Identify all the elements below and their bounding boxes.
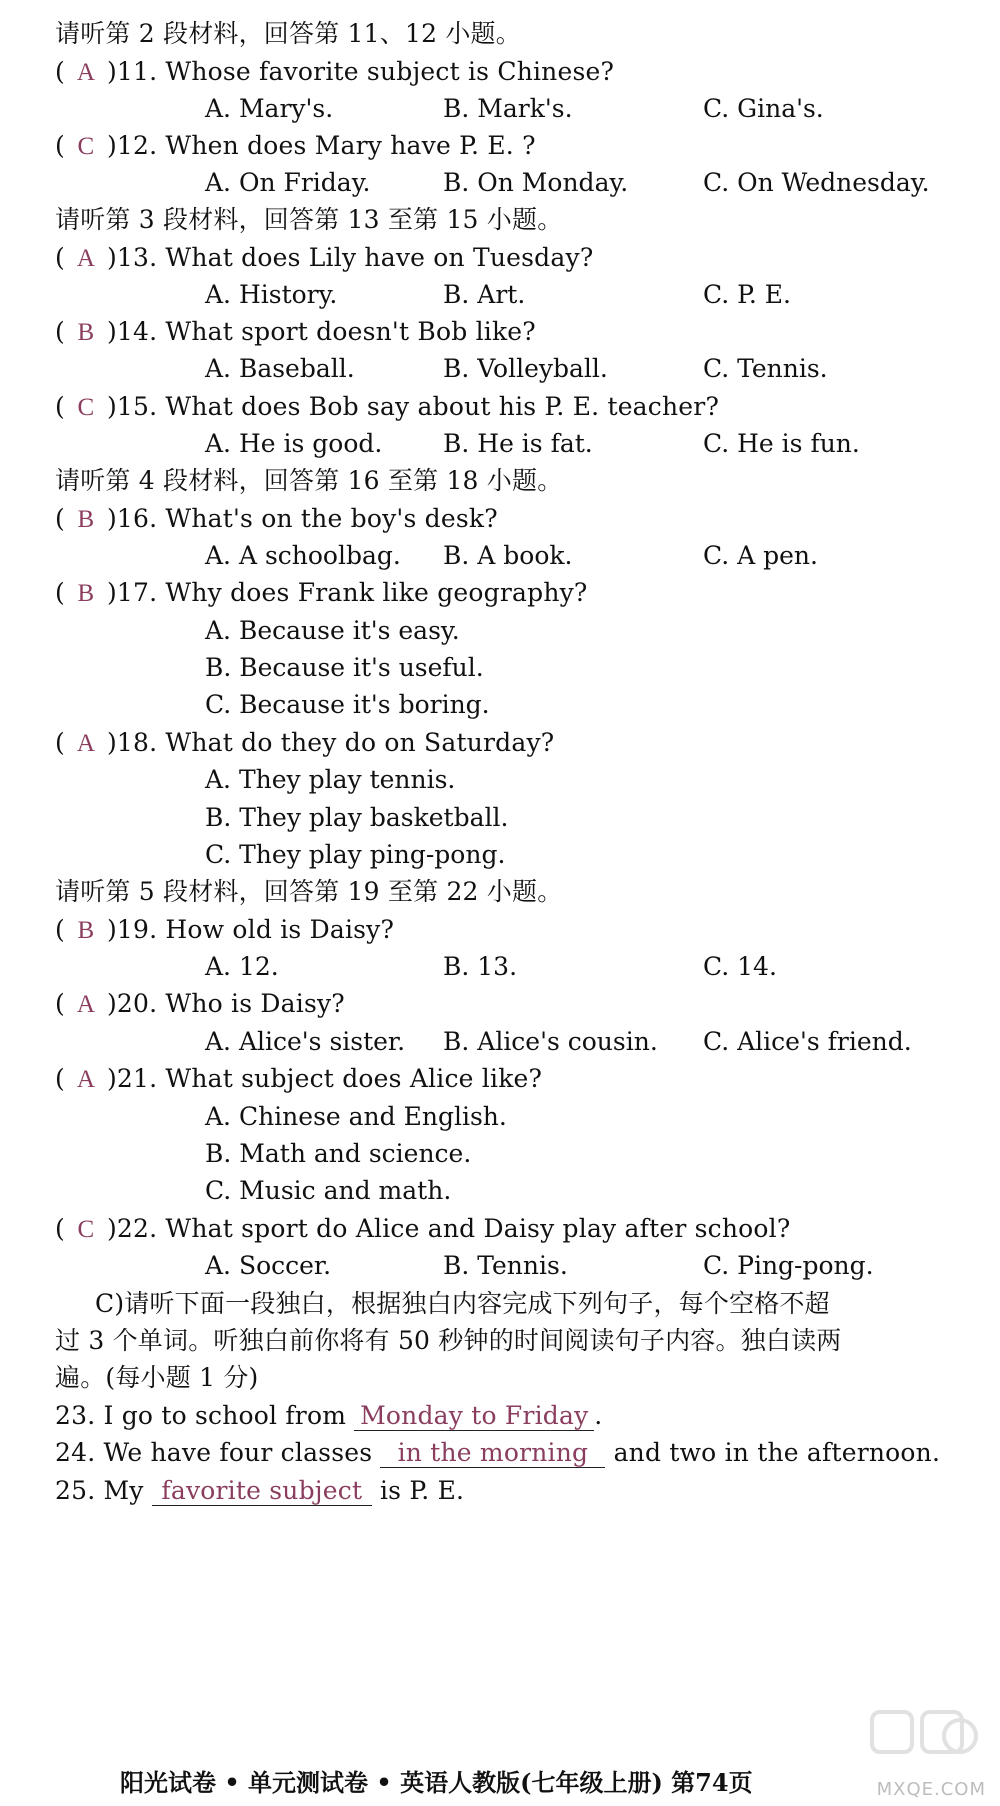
- q20-option-b: B. Alice's cousin.: [443, 1027, 658, 1056]
- question-17: ( B )17. Why does Frank like geography?: [55, 577, 588, 610]
- q19-option-c: C. 14.: [703, 952, 777, 981]
- q14-option-c: C. Tennis.: [703, 354, 828, 383]
- watermark-text: MXQE.COM: [876, 1779, 986, 1800]
- q12-option-b: B. On Monday.: [443, 168, 629, 197]
- question-13-text: )13. What does Lily have on Tuesday?: [106, 243, 594, 272]
- answer-22: C: [77, 1216, 95, 1243]
- question-19-text: )19. How old is Daisy?: [106, 915, 395, 944]
- fill-23: [55, 1400, 602, 1432]
- fill-24-prefix: 24. We have four classes: [55, 1438, 373, 1467]
- answer-18: A: [76, 730, 96, 757]
- fill-23-prefix: 23. I go to school from: [55, 1401, 347, 1430]
- q21-option-b: B. Math and science.: [205, 1139, 472, 1168]
- q21-option-a: A. Chinese and English.: [205, 1102, 507, 1131]
- question-21-text: )21. What subject does Alice like?: [106, 1064, 543, 1093]
- fill-25: [55, 1475, 464, 1507]
- q15-option-b: B. He is fat.: [443, 429, 593, 458]
- fill-24: [55, 1437, 940, 1469]
- question-22-text: )22. What sport do Alice and Daisy play after school?: [106, 1214, 791, 1243]
- section-heading-2: 请听第 2 段材料，回答第 11、12 小题。: [55, 19, 521, 48]
- question-15: ( C )15. What does Bob say about his P. E. teacher?: [55, 391, 719, 424]
- q21-option-c: C. Music and math.: [205, 1176, 452, 1205]
- fill-23-blank: Monday to Friday: [354, 1402, 594, 1431]
- answer-12: C: [77, 133, 95, 160]
- answer-11: A: [76, 59, 96, 86]
- q12-option-a: A. On Friday.: [205, 168, 371, 197]
- question-11: ( A )11. Whose favorite subject is Chinese?: [55, 56, 614, 89]
- q19-option-b: B. 13.: [443, 952, 518, 981]
- question-16: ( B )16. What's on the boy's desk?: [55, 503, 498, 536]
- part-c-instruction-line3: 遍。(每小题 1 分): [55, 1363, 259, 1392]
- question-16-text: )16. What's on the boy's desk?: [106, 504, 498, 533]
- question-22: ( C )22. What sport do Alice and Daisy play after school?: [55, 1213, 790, 1246]
- q22-option-a: A. Soccer.: [205, 1251, 332, 1280]
- q20-option-c: C. Alice's friend.: [703, 1027, 912, 1056]
- question-18-text: )18. What do they do on Saturday?: [106, 728, 555, 757]
- question-17-text: )17. Why does Frank like geography?: [106, 578, 588, 607]
- q17-option-a: A. Because it's easy.: [205, 616, 460, 645]
- q13-option-c: C. P. E.: [703, 280, 791, 309]
- q16-option-a: A. A schoolbag.: [205, 541, 401, 570]
- q11-option-a: A. Mary's.: [205, 94, 334, 123]
- q22-option-b: B. Tennis.: [443, 1251, 568, 1280]
- question-19: ( B )19. How old is Daisy?: [55, 914, 394, 947]
- question-13: ( A )13. What does Lily have on Tuesday?: [55, 242, 593, 275]
- fill-24-suffix: and two in the afternoon.: [613, 1438, 941, 1467]
- page-footer: 阳光试卷 • 单元测试卷 • 英语人教版(七年级上册) 第74页: [120, 1768, 753, 1797]
- q11-option-c: C. Gina's.: [703, 94, 824, 123]
- q20-option-a: A. Alice's sister.: [205, 1027, 406, 1056]
- question-12: ( C )12. When does Mary have P. E. ?: [55, 130, 536, 163]
- q14-option-b: B. Volleyball.: [443, 354, 608, 383]
- question-14: ( B )14. What sport doesn't Bob like?: [55, 316, 536, 349]
- fill-25-blank: favorite subject: [152, 1477, 372, 1506]
- question-20-text: )20. Who is Daisy?: [106, 989, 345, 1018]
- section-heading-4: 请听第 4 段材料，回答第 16 至第 18 小题。: [55, 466, 563, 495]
- answer-15: C: [77, 394, 95, 421]
- q11-option-b: B. Mark's.: [443, 94, 573, 123]
- q18-option-b: B. They play basketball.: [205, 803, 509, 832]
- question-15-text: )15. What does Bob say about his P. E. teacher?: [106, 392, 720, 421]
- q13-option-b: B. Art.: [443, 280, 526, 309]
- q15-option-c: C. He is fun.: [703, 429, 860, 458]
- question-18: ( A )18. What do they do on Saturday?: [55, 727, 554, 760]
- q18-option-a: A. They play tennis.: [205, 765, 456, 794]
- answer-19: B: [77, 917, 95, 944]
- q22-option-c: C. Ping-pong.: [703, 1251, 874, 1280]
- answer-21: A: [76, 1066, 96, 1093]
- part-c-instruction-line2: 过 3 个单词。听独白前你将有 50 秒钟的时间阅读句子内容。独白读两: [55, 1326, 842, 1355]
- fill-25-prefix: 25. My: [55, 1476, 144, 1505]
- answer-13: A: [76, 245, 96, 272]
- fill-25-suffix: is P. E.: [379, 1476, 465, 1505]
- part-c-instruction-line1: C)请听下面一段独白，根据独白内容完成下列句子，每个空格不超: [95, 1289, 830, 1318]
- q16-option-c: C. A pen.: [703, 541, 818, 570]
- q15-option-a: A. He is good.: [205, 429, 383, 458]
- q16-option-b: B. A book.: [443, 541, 573, 570]
- fill-23-suffix: .: [594, 1401, 603, 1430]
- q12-option-c: C. On Wednesday.: [703, 168, 930, 197]
- question-20: ( A )20. Who is Daisy?: [55, 988, 345, 1021]
- question-11-text: )11. Whose favorite subject is Chinese?: [106, 57, 615, 86]
- answer-16: B: [77, 506, 95, 533]
- fill-24-blank: in the morning: [380, 1439, 605, 1468]
- q19-option-a: A. 12.: [205, 952, 279, 981]
- q13-option-a: A. History.: [205, 280, 338, 309]
- question-14-text: )14. What sport doesn't Bob like?: [106, 317, 536, 346]
- answer-17: B: [77, 580, 95, 607]
- answer-20: A: [76, 991, 96, 1018]
- q18-option-c: C. They play ping-pong.: [205, 840, 506, 869]
- q14-option-a: A. Baseball.: [205, 354, 355, 383]
- q17-option-c: C. Because it's boring.: [205, 690, 490, 719]
- answer-14: B: [77, 319, 95, 346]
- section-heading-3: 请听第 3 段材料，回答第 13 至第 15 小题。: [55, 205, 563, 234]
- question-12-text: )12. When does Mary have P. E. ?: [106, 131, 536, 160]
- question-21: ( A )21. What subject does Alice like?: [55, 1063, 542, 1096]
- section-heading-5: 请听第 5 段材料，回答第 19 至第 22 小题。: [55, 877, 563, 906]
- q17-option-b: B. Because it's useful.: [205, 653, 484, 682]
